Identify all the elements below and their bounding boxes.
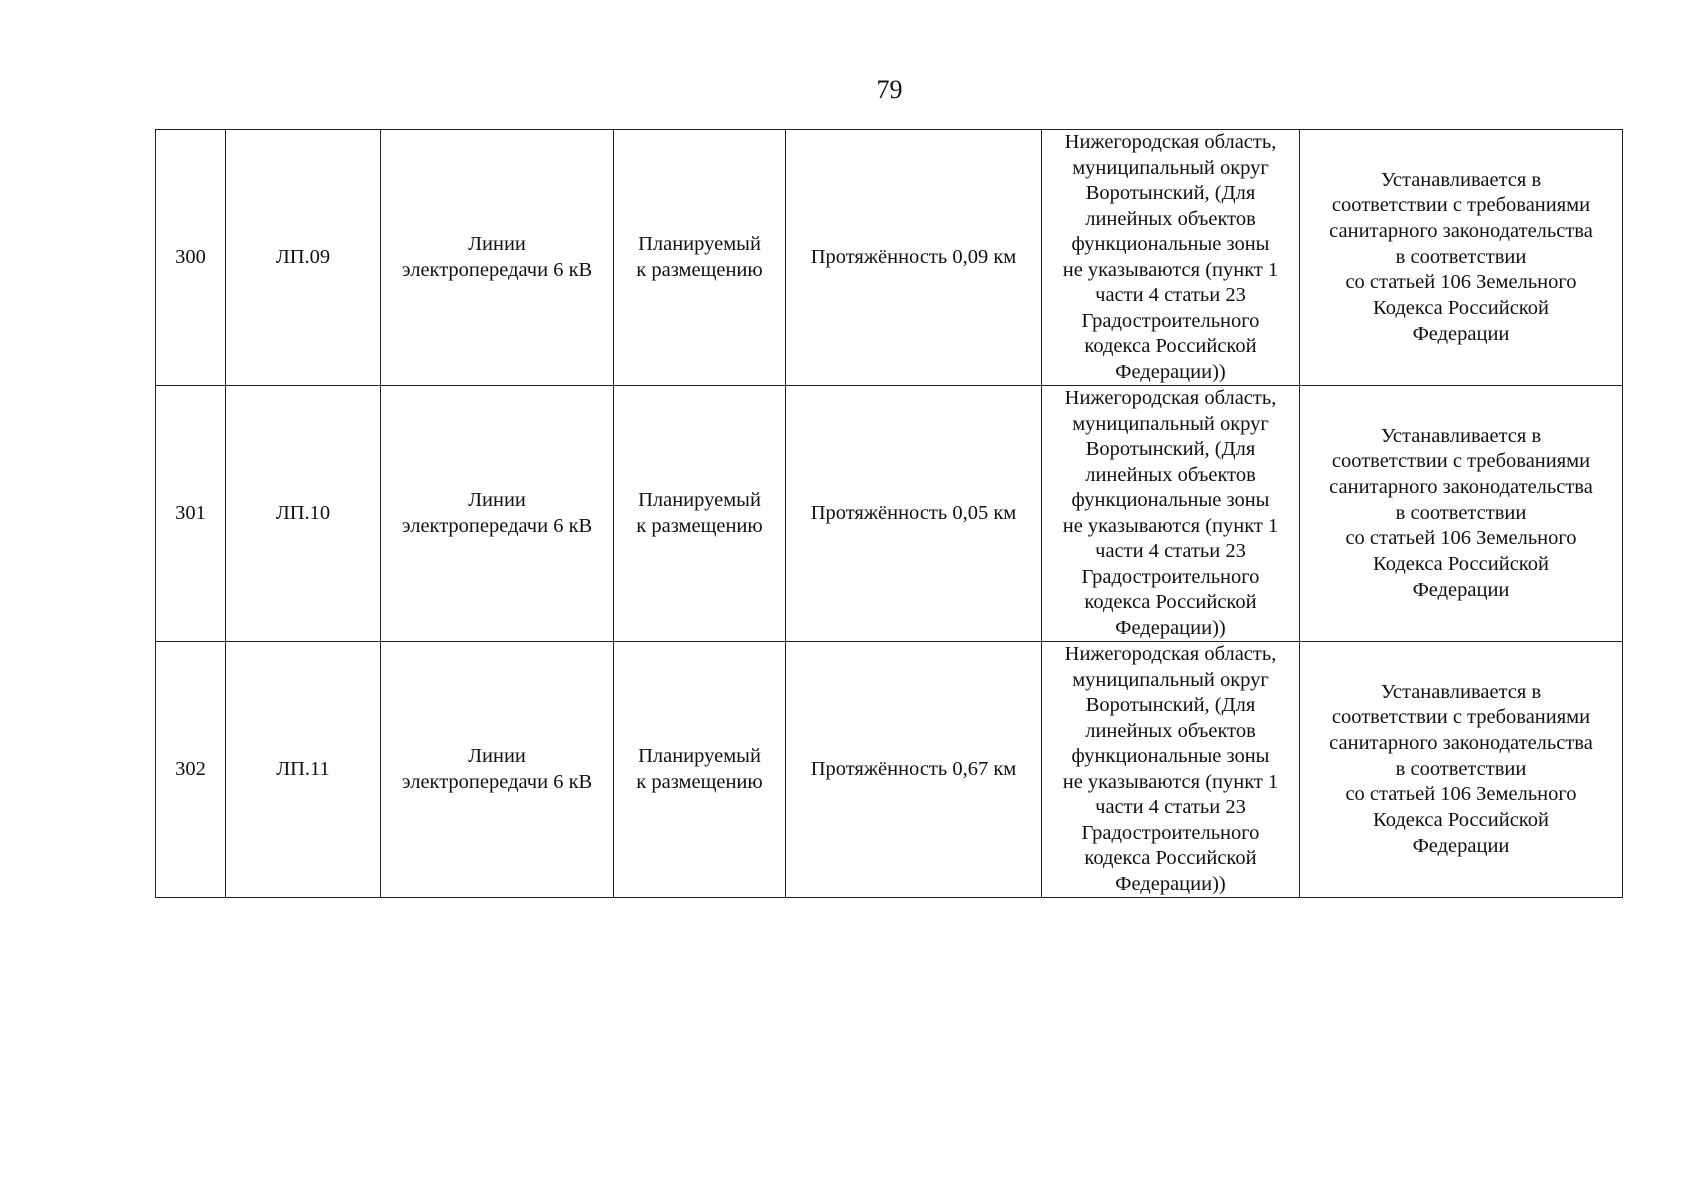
cell-length: Протяжённость 0,05 км bbox=[786, 386, 1042, 642]
cell-code: ЛП.09 bbox=[226, 130, 381, 386]
objects-table bbox=[155, 129, 1623, 898]
cell-location: Нижегородская область, муниципальный округ Воротынский, (Для линейных объектов функциональные зоны не указываются (пункт 1 части 4 статьи 23 Градостроительного кодекса Российской Федерации)) bbox=[1042, 386, 1300, 642]
cell-protection-zone: Устанавливается в соответствии с требованиями санитарного законодательства в соответствии со статьей 106 Земельного Кодекса Российской Федерации bbox=[1300, 130, 1623, 386]
cell-status: Планируемый к размещению bbox=[614, 130, 786, 386]
cell-length: Протяжённость 0,67 км bbox=[786, 642, 1042, 898]
cell-object-name: Линии электропередачи 6 кВ bbox=[381, 130, 614, 386]
cell-number: 302 bbox=[156, 642, 226, 898]
cell-code: ЛП.11 bbox=[226, 642, 381, 898]
cell-status: Планируемый к размещению bbox=[614, 642, 786, 898]
cell-location: Нижегородская область, муниципальный округ Воротынский, (Для линейных объектов функциональные зоны не указываются (пункт 1 части 4 статьи 23 Градостроительного кодекса Российской Федерации)) bbox=[1042, 130, 1300, 386]
cell-status: Планируемый к размещению bbox=[614, 386, 786, 642]
table-row bbox=[156, 386, 1623, 642]
table-row bbox=[156, 642, 1623, 898]
table-row bbox=[156, 130, 1623, 386]
cell-code: ЛП.10 bbox=[226, 386, 381, 642]
cell-location: Нижегородская область, муниципальный округ Воротынский, (Для линейных объектов функциональные зоны не указываются (пункт 1 части 4 статьи 23 Градостроительного кодекса Российской Федерации)) bbox=[1042, 642, 1300, 898]
cell-object-name: Линии электропередачи 6 кВ bbox=[381, 642, 614, 898]
cell-number: 300 bbox=[156, 130, 226, 386]
cell-protection-zone: Устанавливается в соответствии с требованиями санитарного законодательства в соответствии со статьей 106 Земельного Кодекса Российской Федерации bbox=[1300, 386, 1623, 642]
cell-number: 301 bbox=[156, 386, 226, 642]
cell-protection-zone: Устанавливается в соответствии с требованиями санитарного законодательства в соответствии со статьей 106 Земельного Кодекса Российской Федерации bbox=[1300, 642, 1623, 898]
page-number: 79 bbox=[876, 75, 903, 104]
cell-object-name: Линии электропередачи 6 кВ bbox=[381, 386, 614, 642]
cell-length: Протяжённость 0,09 км bbox=[786, 130, 1042, 386]
